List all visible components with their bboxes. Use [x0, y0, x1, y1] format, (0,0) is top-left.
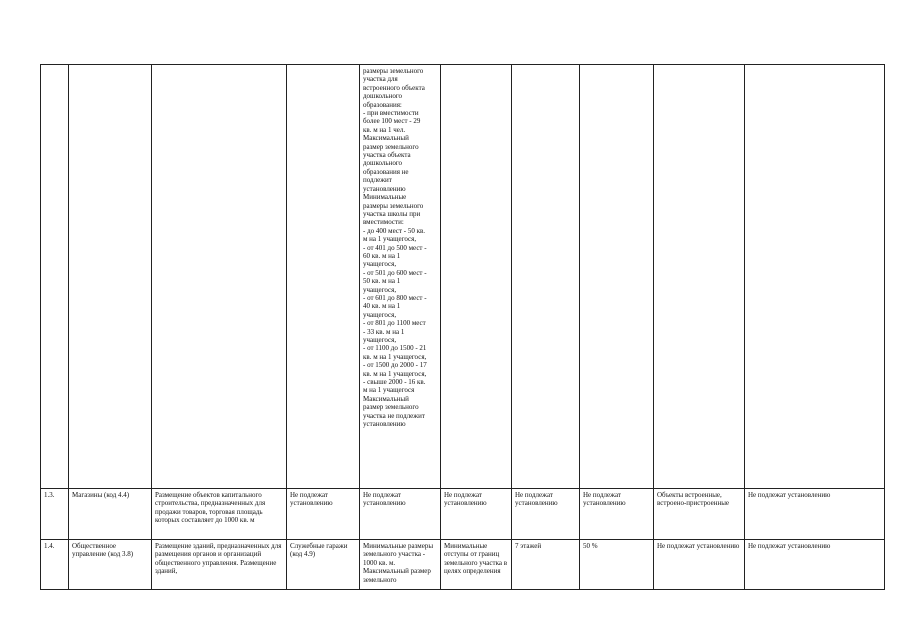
cell-auxiliary-use: Не подлежат установлению: [287, 489, 360, 540]
regulations-table: [40, 64, 885, 590]
cell-max-floors: Не подлежат установлению: [512, 489, 580, 540]
cell-other-params: Объекты встроенные, встроено-пристроенные: [654, 489, 745, 540]
cell-max-floors: [512, 65, 580, 489]
cell-other-params: [654, 65, 745, 489]
cell-number: [41, 65, 69, 489]
cell-notes: [745, 65, 885, 489]
cell-use-type: Общественное управление (код 3.8): [69, 540, 152, 590]
cell-other-params: Не подлежат установлению: [654, 540, 745, 590]
cell-description: [152, 65, 287, 489]
table-row: [41, 489, 885, 540]
cell-notes: Не подлежат установлению: [745, 540, 885, 590]
cell-setbacks: Не подлежат установлению: [441, 489, 512, 540]
cell-number: 1.3.: [41, 489, 69, 540]
cell-max-floors: 7 этажей: [512, 540, 580, 590]
cell-description: Размещение зданий, предназначенных для размещения органов и организаций общественного управления. Размещение зданий,: [152, 540, 287, 590]
table-row: [41, 65, 885, 489]
cell-coverage: [580, 65, 654, 489]
cell-plot-size: Минимальные размеры земельного участка - 1000 кв. м. Максимальный размер земельного: [360, 540, 441, 590]
cell-number: 1.4.: [41, 540, 69, 590]
cell-notes: Не подлежат установлению: [745, 489, 885, 540]
cell-auxiliary-use: [287, 65, 360, 489]
cell-description: Размещение объектов капитального строительства, предназначенных для продажи товаров, торговая площадь которых составляет до 1000 кв. м: [152, 489, 287, 540]
cell-setbacks: [441, 65, 512, 489]
table-row: [41, 540, 885, 590]
cell-use-type: Магазины (код 4.4): [69, 489, 152, 540]
cell-setbacks: Минимальные отступы от границ земельного участка в целях определения: [441, 540, 512, 590]
cell-auxiliary-use: Служебные гаражи (код 4.9): [287, 540, 360, 590]
cell-coverage: Не подлежат установлению: [580, 489, 654, 540]
cell-plot-size: Не подлежат установлению: [360, 489, 441, 540]
cell-coverage: 50 %: [580, 540, 654, 590]
cell-plot-size: размеры земельного участка для встроенного объекта дошкольного образования: - при вместимости более 100 мест - 29 кв. м на 1 чел. Максимальный размер земельного участка объекта дошкольного образования не подлежит установлению Минимальные размеры земельного участка школы при вместимости: - до 400 мест - 50 кв. м на 1 учащегося, - от 401 до 500 мест - 60 кв. м на 1 учащегося, - от 501 до 600 мест - 50 кв. м на 1 учащегося, - от 601 до 800 мест - 40 кв. м на 1 учащегося, - от 801 до 1100 мест - 33 кв. м на 1 учащегося, - от 1100 до 1500 - 21 кв. м на 1 учащегося, - от 1500 до 2000 - 17 кв. м на 1 учащегося, - свыше 2000 - 16 кв. м на 1 учащегося Максимальный размер земельного участка не подлежит установлению: [360, 65, 441, 489]
cell-use-type: [69, 65, 152, 489]
